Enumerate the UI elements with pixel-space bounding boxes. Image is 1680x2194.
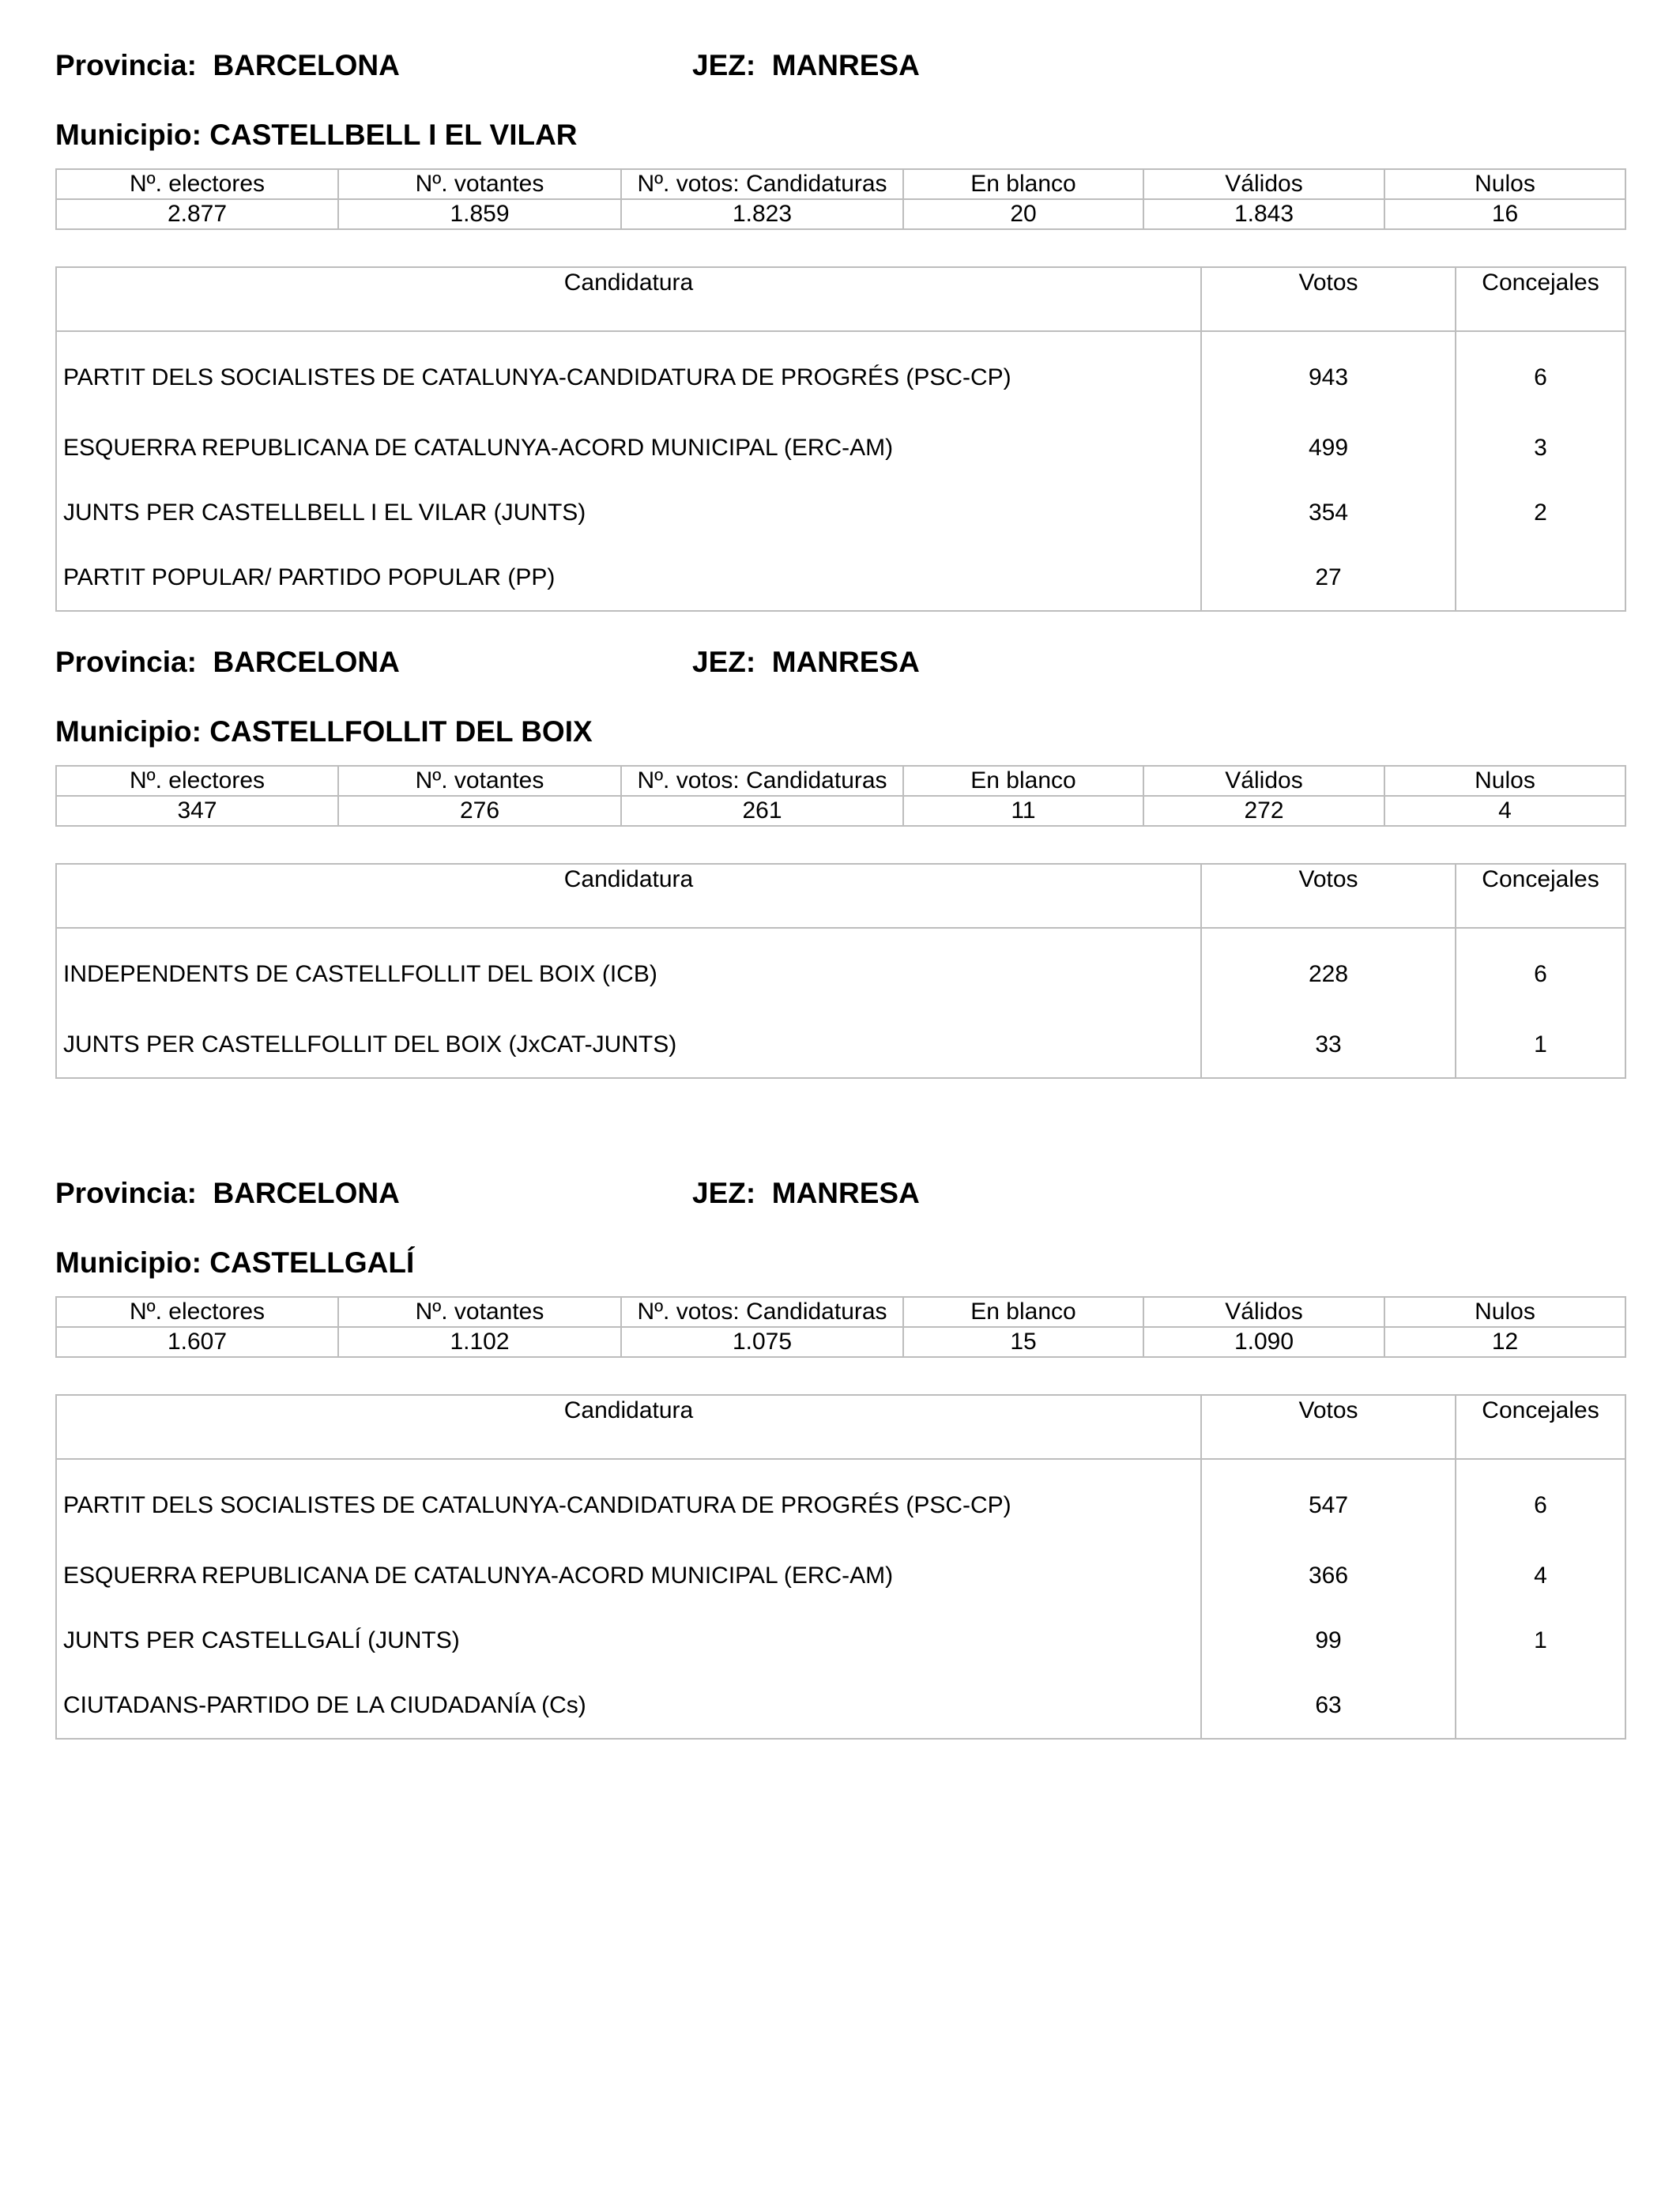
table-row — [56, 545, 1625, 611]
municipio-header — [55, 119, 1625, 166]
stats-header-cell: Nº. electores — [56, 766, 338, 796]
municipio-header — [55, 715, 1625, 763]
stats-value-cell: 12 — [1384, 1327, 1625, 1357]
provincia-label: Provincia: — [55, 1177, 197, 1209]
candidatura-table — [55, 863, 1626, 1079]
jez-label: JEZ: — [692, 1177, 756, 1209]
votos-header: Votos — [1201, 1395, 1456, 1459]
table-row — [56, 1012, 1625, 1078]
table-row — [56, 1673, 1625, 1739]
stats-header-cell: Válidos — [1143, 766, 1384, 796]
stats-header-cell: Nº. electores — [56, 169, 338, 199]
candidatura-table — [55, 1394, 1626, 1740]
stats-header-row — [56, 1297, 1625, 1327]
stats-header-row — [56, 169, 1625, 199]
concejales-value: 1 — [1456, 1012, 1625, 1078]
concejales-value: 6 — [1456, 331, 1625, 416]
province-header — [55, 1177, 1625, 1224]
candidatura-name: JUNTS PER CASTELLGALÍ (JUNTS) — [63, 1627, 460, 1653]
stats-table — [55, 168, 1626, 230]
provincia-value: BARCELONA — [213, 49, 400, 81]
stats-value-row — [56, 1327, 1625, 1357]
jez-value: MANRESA — [771, 49, 920, 81]
stats-value-cell: 2.877 — [56, 199, 338, 229]
table-row — [56, 1459, 1625, 1544]
stats-value-cell: 15 — [903, 1327, 1143, 1357]
votos-value: 943 — [1201, 331, 1456, 416]
table-row — [56, 928, 1625, 1012]
stats-header-cell: Nº. votantes — [338, 169, 621, 199]
concejales-value: 6 — [1456, 928, 1625, 1012]
provincia-value: BARCELONA — [213, 1177, 400, 1209]
candidatura-header-row — [56, 267, 1625, 331]
stats-value-row — [56, 796, 1625, 826]
stats-value-cell: 1.075 — [621, 1327, 903, 1357]
stats-header-row — [56, 766, 1625, 796]
municipio-header — [55, 1246, 1625, 1294]
stats-header-cell: En blanco — [903, 1297, 1143, 1327]
stats-value-row — [56, 199, 1625, 229]
concejales-header: Concejales — [1456, 864, 1625, 928]
votos-header: Votos — [1201, 267, 1456, 331]
candidatura-name: PARTIT POPULAR/ PARTIDO POPULAR (PP) — [63, 564, 556, 590]
votos-value: 228 — [1201, 928, 1456, 1012]
candidatura-header: Candidatura — [56, 864, 1201, 928]
concejales-value: 4 — [1456, 1544, 1625, 1608]
candidatura-name: ESQUERRA REPUBLICANA DE CATALUNYA-ACORD MUNICIPAL (ERC-AM) — [63, 435, 894, 461]
candidatura-header: Candidatura — [56, 267, 1201, 331]
candidatura-name: PARTIT DELS SOCIALISTES DE CATALUNYA-CANDIDATURA DE PROGRÉS (PSC-CP) — [63, 1492, 1011, 1518]
concejales-value: 1 — [1456, 1608, 1625, 1673]
concejales-value: 3 — [1456, 416, 1625, 481]
candidatura-name: CIUTADANS-PARTIDO DE LA CIUDADANÍA (Cs) — [63, 1692, 586, 1718]
votos-value: 33 — [1201, 1012, 1456, 1078]
jez-value: MANRESA — [771, 1177, 920, 1209]
municipio-label: Municipio: — [55, 1246, 202, 1279]
stats-value-cell: 20 — [903, 199, 1143, 229]
concejales-header: Concejales — [1456, 1395, 1625, 1459]
votos-value: 27 — [1201, 545, 1456, 611]
table-row — [56, 1544, 1625, 1608]
candidatura-name: JUNTS PER CASTELLFOLLIT DEL BOIX (JxCAT-JUNTS) — [63, 1031, 677, 1057]
stats-header-cell: Nulos — [1384, 766, 1625, 796]
concejales-value — [1456, 1673, 1625, 1739]
stats-header-cell: Nº. votantes — [338, 1297, 621, 1327]
province-header — [55, 646, 1625, 693]
provincia-label: Provincia: — [55, 49, 197, 81]
stats-value-cell: 1.102 — [338, 1327, 621, 1357]
votos-value: 366 — [1201, 1544, 1456, 1608]
stats-header-cell: Válidos — [1143, 169, 1384, 199]
votos-header: Votos — [1201, 864, 1456, 928]
votos-value: 63 — [1201, 1673, 1456, 1739]
stats-header-cell: Nº. votantes — [338, 766, 621, 796]
stats-header-cell: Nulos — [1384, 169, 1625, 199]
concejales-header: Concejales — [1456, 267, 1625, 331]
candidatura-name: JUNTS PER CASTELLBELL I EL VILAR (JUNTS) — [63, 499, 586, 526]
provincia-value: BARCELONA — [213, 646, 400, 678]
stats-header-cell: En blanco — [903, 169, 1143, 199]
stats-table — [55, 1296, 1626, 1358]
votos-value: 547 — [1201, 1459, 1456, 1544]
stats-header-cell: Nº. votos: Candidaturas — [621, 1297, 903, 1327]
votos-value: 499 — [1201, 416, 1456, 481]
candidatura-name: INDEPENDENTS DE CASTELLFOLLIT DEL BOIX (ICB) — [63, 961, 657, 987]
candidatura-header-row — [56, 864, 1625, 928]
table-row — [56, 1608, 1625, 1673]
stats-value-cell: 1.090 — [1143, 1327, 1384, 1357]
stats-value-cell: 1.823 — [621, 199, 903, 229]
stats-value-cell: 16 — [1384, 199, 1625, 229]
candidatura-table — [55, 266, 1626, 612]
municipio-value: CASTELLFOLLIT DEL BOIX — [209, 715, 593, 748]
municipio-label: Municipio: — [55, 119, 202, 151]
stats-value-cell: 261 — [621, 796, 903, 826]
table-row — [56, 331, 1625, 416]
stats-header-cell: Nº. votos: Candidaturas — [621, 169, 903, 199]
votos-value: 99 — [1201, 1608, 1456, 1673]
candidatura-name: PARTIT DELS SOCIALISTES DE CATALUNYA-CANDIDATURA DE PROGRÉS (PSC-CP) — [63, 364, 1011, 390]
concejales-value: 6 — [1456, 1459, 1625, 1544]
municipality-section — [55, 1177, 1625, 1740]
stats-table — [55, 765, 1626, 827]
municipio-label: Municipio: — [55, 715, 202, 748]
jez-label: JEZ: — [692, 646, 756, 678]
stats-header-cell: Nulos — [1384, 1297, 1625, 1327]
jez-label: JEZ: — [692, 49, 756, 81]
stats-value-cell: 1.859 — [338, 199, 621, 229]
candidatura-header: Candidatura — [56, 1395, 1201, 1459]
municipio-value: CASTELLGALÍ — [209, 1246, 415, 1279]
stats-header-cell: En blanco — [903, 766, 1143, 796]
stats-value-cell: 11 — [903, 796, 1143, 826]
table-row — [56, 481, 1625, 545]
concejales-value: 2 — [1456, 481, 1625, 545]
stats-header-cell: Nº. electores — [56, 1297, 338, 1327]
province-header — [55, 49, 1625, 96]
stats-value-cell: 4 — [1384, 796, 1625, 826]
stats-header-cell: Nº. votos: Candidaturas — [621, 766, 903, 796]
table-row — [56, 416, 1625, 481]
concejales-value — [1456, 545, 1625, 611]
jez-value: MANRESA — [771, 646, 920, 678]
stats-value-cell: 347 — [56, 796, 338, 826]
candidatura-name: ESQUERRA REPUBLICANA DE CATALUNYA-ACORD MUNICIPAL (ERC-AM) — [63, 1563, 894, 1589]
candidatura-header-row — [56, 1395, 1625, 1459]
votos-value: 354 — [1201, 481, 1456, 545]
stats-value-cell: 1.843 — [1143, 199, 1384, 229]
stats-value-cell: 272 — [1143, 796, 1384, 826]
municipality-section — [55, 646, 1625, 1079]
municipio-value: CASTELLBELL I EL VILAR — [209, 119, 578, 151]
stats-header-cell: Válidos — [1143, 1297, 1384, 1327]
stats-value-cell: 276 — [338, 796, 621, 826]
municipality-section — [55, 49, 1625, 612]
provincia-label: Provincia: — [55, 646, 197, 678]
stats-value-cell: 1.607 — [56, 1327, 338, 1357]
